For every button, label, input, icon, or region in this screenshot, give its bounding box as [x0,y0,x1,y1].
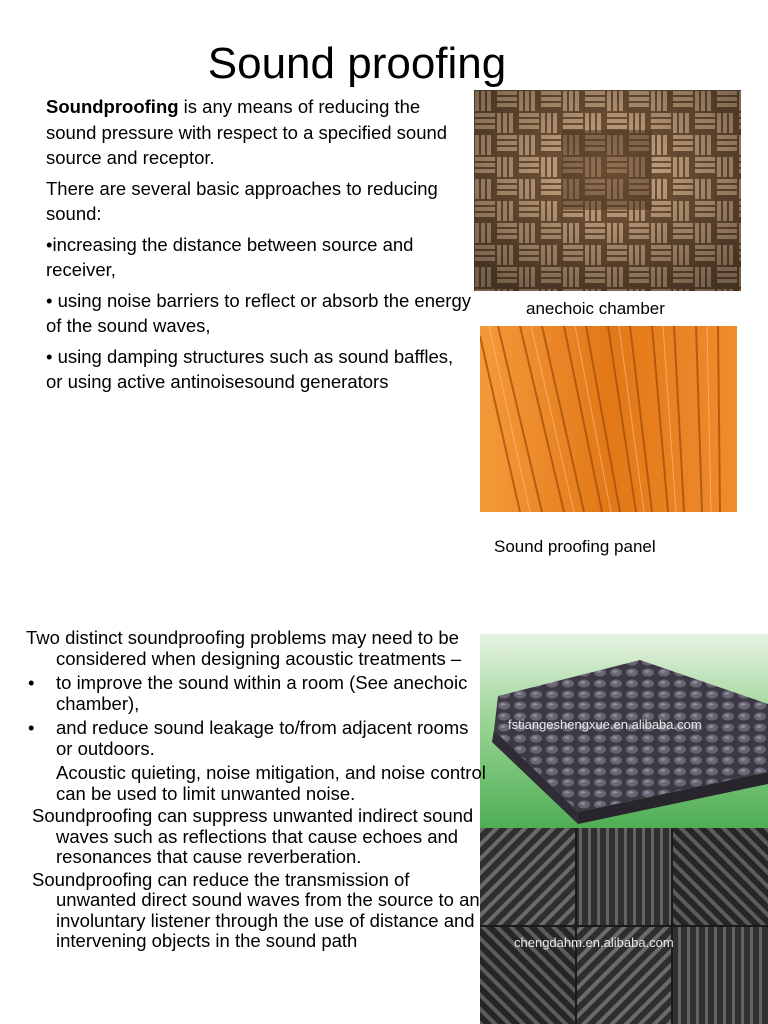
sound-proofing-panel-caption: Sound proofing panel [494,537,656,556]
problem-bullet [26,718,486,759]
approach-item: •increasing the distance between source and receiver, [46,233,414,280]
approach-item: • using noise barriers to reflect or absorb the energy of the sound waves, [46,289,472,336]
foam-watermark: fstiangeshengxue.en.alibaba.com [508,717,702,732]
soundproofing-problems-section [26,628,486,954]
problems-intro: Two distinct soundproofing problems may need to be considered when designing acoustic treatments – [26,627,462,669]
acoustic-wall-image [480,828,768,1024]
bullet-marker: • [28,672,35,693]
approach-item: • using damping structures such as sound baffles, or using active antinoisesound generators [46,345,454,392]
intro-section [46,94,474,400]
problem-bullet [26,673,486,714]
direct-waves-text: Soundproofing can reduce the transmission of unwanted direct sound waves from the source to an involuntary listener through the use of distance and intervening objects in the sound path [32,868,480,951]
anechoic-chamber-caption: anechoic chamber [526,299,665,318]
egg-crate-foam-image [480,634,768,828]
indirect-waves-text: Soundproofing can suppress unwanted indirect sound waves such as reflections that cause echoes and resonances that cause reverberation. [32,805,474,867]
bullet-marker: • [28,717,35,738]
definition-text: is any means of reducing the sound pressure with respect to a specified sound source and receptor. [46,96,448,168]
problem-bullet-text: to improve the sound within a room (See anechoic chamber), [56,672,468,714]
acoustic-quieting-text: Acoustic quieting, noise mitigation, and noise control can be used to limit unwanted noise. [56,762,486,804]
problem-bullet-text: and reduce sound leakage to/from adjacent rooms or outdoors. [56,717,469,759]
wall-watermark: chengdahm.en.alibaba.com [514,935,674,950]
definition-paragraph [46,94,474,171]
page-title: Sound proofing [207,39,507,88]
term-soundproofing: Soundproofing [46,96,179,117]
anechoic-chamber-image [474,90,741,291]
approaches-intro: There are several basic approaches to reducing sound: [46,177,438,224]
sound-proofing-panel-image [480,326,737,512]
